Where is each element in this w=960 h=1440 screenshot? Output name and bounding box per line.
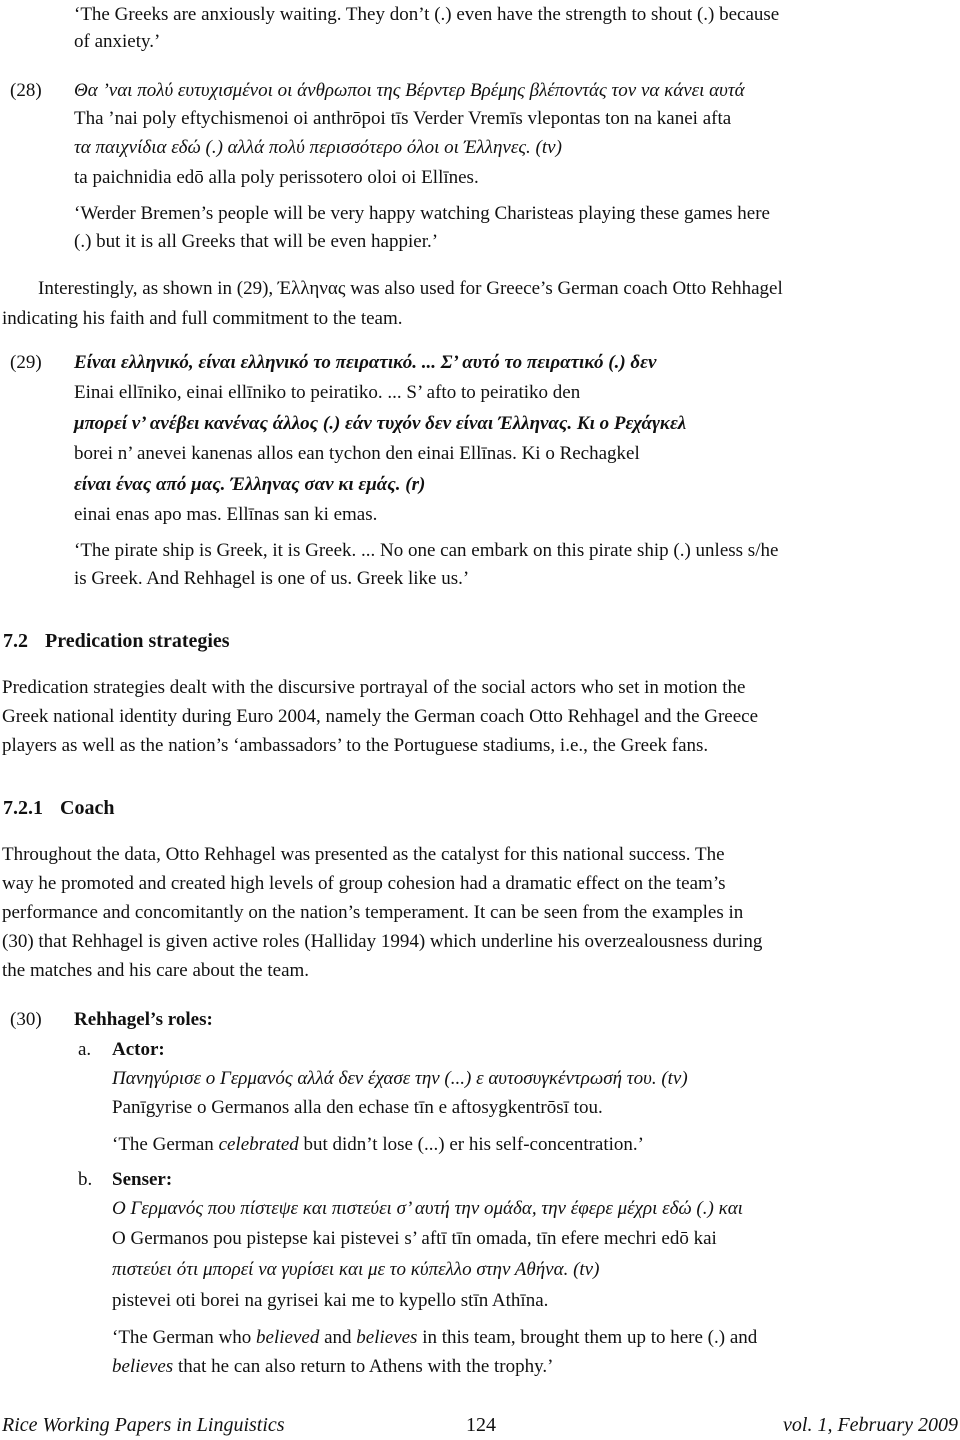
paragraph-line: performance and concomitantly on the nation’s temperament. It can be seen from the examples in [2, 902, 744, 923]
transliteration-line: Panīgyrise o Germanos alla den echase tīn e aftosygkentrōsī tou. [112, 1097, 603, 1118]
translation-line [112, 1352, 553, 1381]
emphasis-text: believed [256, 1327, 320, 1348]
subexample-label: a. [78, 1039, 92, 1060]
volume-date: vol. 1, February 2009 [783, 1414, 958, 1436]
translation-text: ‘The German who [112, 1327, 257, 1348]
emphasis-text: believes [112, 1356, 174, 1377]
greek-line: Ο Γερμανός που πίστεψε και πιστεύει σ’ αυτή την ομάδα, την έφερε μέχρι εδώ (.) και [112, 1198, 743, 1219]
paragraph-line: indicating his faith and full commitment to the team. [2, 308, 403, 329]
example-number: (28) [10, 80, 42, 101]
role-label: Actor: [112, 1039, 165, 1060]
translation-text: and [319, 1327, 357, 1348]
paragraph-line: Predication strategies dealt with the discursive portrayal of the social actors who set in motion the [2, 677, 746, 698]
transliteration-line: borei n’ anevei kanenas allos ean tychon den einai Ellīnas. Ki o Rechagkel [74, 443, 640, 464]
page-number: 124 [466, 1414, 496, 1436]
translation-text: in this team, brought them up to here (.) and [417, 1327, 758, 1348]
section-number: 7.2.1 [3, 797, 43, 819]
gloss-translation-line: of anxiety.’ [74, 31, 161, 52]
transliteration-line: pistevei oti borei na gyrisei kai me to kypello stīn Athīna. [112, 1290, 549, 1311]
journal-name: Rice Working Papers in Linguistics [2, 1414, 285, 1436]
paragraph-line: the matches and his care about the team. [2, 960, 310, 981]
transliteration-line: einai enas apo mas. Ellīnas san ki emas. [74, 504, 378, 525]
translation-line [112, 1130, 644, 1159]
translation-line [112, 1323, 757, 1352]
transliteration-line: Tha ’nai poly eftychismenoi oi anthrōpoi tīs Verder Vremīs vlepontas ton na kanei afta [74, 108, 732, 129]
transliteration-line: ta paichnidia edō alla poly perissotero oloi oi Ellīnes. [74, 167, 479, 188]
translation-line: is Greek. And Rehhagel is one of us. Greek like us.’ [74, 568, 470, 589]
section-title: Coach [60, 797, 115, 819]
paragraph-line: Greek national identity during Euro 2004, namely the German coach Otto Rehhagel and the Greece [2, 706, 759, 727]
translation-text: ‘The German [112, 1134, 219, 1155]
greek-line: Πανηγύρισε ο Γερμανός αλλά δεν έχασε την (...) ε αυτοσυγκέντρωσή του. (tv) [112, 1068, 688, 1089]
emphasis-text: celebrated [218, 1134, 299, 1155]
example-number: (30) [10, 1009, 42, 1030]
subsection-heading [3, 794, 114, 823]
greek-line: Είναι ελληνικό, είναι ελληνικό το πειρατικό. ... Σ’ αυτό το πειρατικό (.) δεν [74, 352, 657, 373]
transliteration-line: O Germanos pou pistepse kai pistevei s’ aftī tīn omada, tīn efere mechri edō kai [112, 1228, 717, 1249]
paragraph-line: Throughout the data, Otto Rehhagel was presented as the catalyst for this national success. The [2, 844, 725, 865]
translation-line: ‘Werder Bremen’s people will be very happy watching Charisteas playing these games here [74, 203, 770, 224]
greek-line: Θα ’ναι πολύ ευτυχισμένοι οι άνθρωποι της Βέρντερ Βρέμης βλέποντάς τον να κάνει αυτά [74, 80, 745, 101]
greek-line: είναι ένας από μας. Έλληνας σαν κι εμάς. (r) [74, 474, 426, 495]
example-heading: Rehhagel’s roles: [74, 1009, 213, 1030]
transliteration-line: Einai ellīniko, einai ellīniko to peiratiko. ... S’ afto to peiratiko den [74, 382, 581, 403]
section-heading [3, 627, 230, 656]
translation-text: but didn’t lose (...) er his self-concentration.’ [298, 1134, 644, 1155]
paragraph-line: players as well as the nation’s ‘ambassadors’ to the Portuguese stadiums, i.e., the Greek fans. [2, 735, 709, 756]
greek-line: τα παιχνίδια εδώ (.) αλλά πολύ περισσότερο όλοι οι Έλληνες. (tv) [74, 137, 562, 158]
translation-line: ‘The pirate ship is Greek, it is Greek. ... No one can embark on this pirate ship (.) unless s/he [74, 540, 779, 561]
paragraph-line: way he promoted and created high levels of group cohesion had a dramatic effect on the team’s [2, 873, 726, 894]
paragraph-line: (30) that Rehhagel is given active roles (Halliday 1994) which underline his overzealousness during [2, 931, 763, 952]
greek-line: πιστεύει ότι μπορεί να γυρίσει και με το κύπελλο στην Αθήνα. (tv) [112, 1259, 600, 1280]
subexample-label: b. [78, 1169, 93, 1190]
gloss-translation-line: ‘The Greeks are anxiously waiting. They don’t (.) even have the strength to shout (.) because [74, 4, 780, 25]
paragraph-line: Interestingly, as shown in (29), Έλληνας was also used for Greece’s German coach Otto Rehhagel [38, 278, 783, 299]
translation-text: that he can also return to Athens with the trophy.’ [173, 1356, 554, 1377]
translation-line: (.) but it is all Greeks that will be even happier.’ [74, 231, 439, 252]
greek-line: μπορεί ν’ ανέβει κανένας άλλος (.) εάν τυχόν δεν είναι Έλληνας. Κι ο Ρεχάγκελ [74, 413, 687, 434]
page-footer [2, 1411, 958, 1439]
role-label: Senser: [112, 1169, 173, 1190]
section-number: 7.2 [3, 630, 28, 652]
example-number: (29) [10, 352, 42, 373]
emphasis-text: believes [356, 1327, 418, 1348]
section-title: Predication strategies [45, 630, 230, 652]
